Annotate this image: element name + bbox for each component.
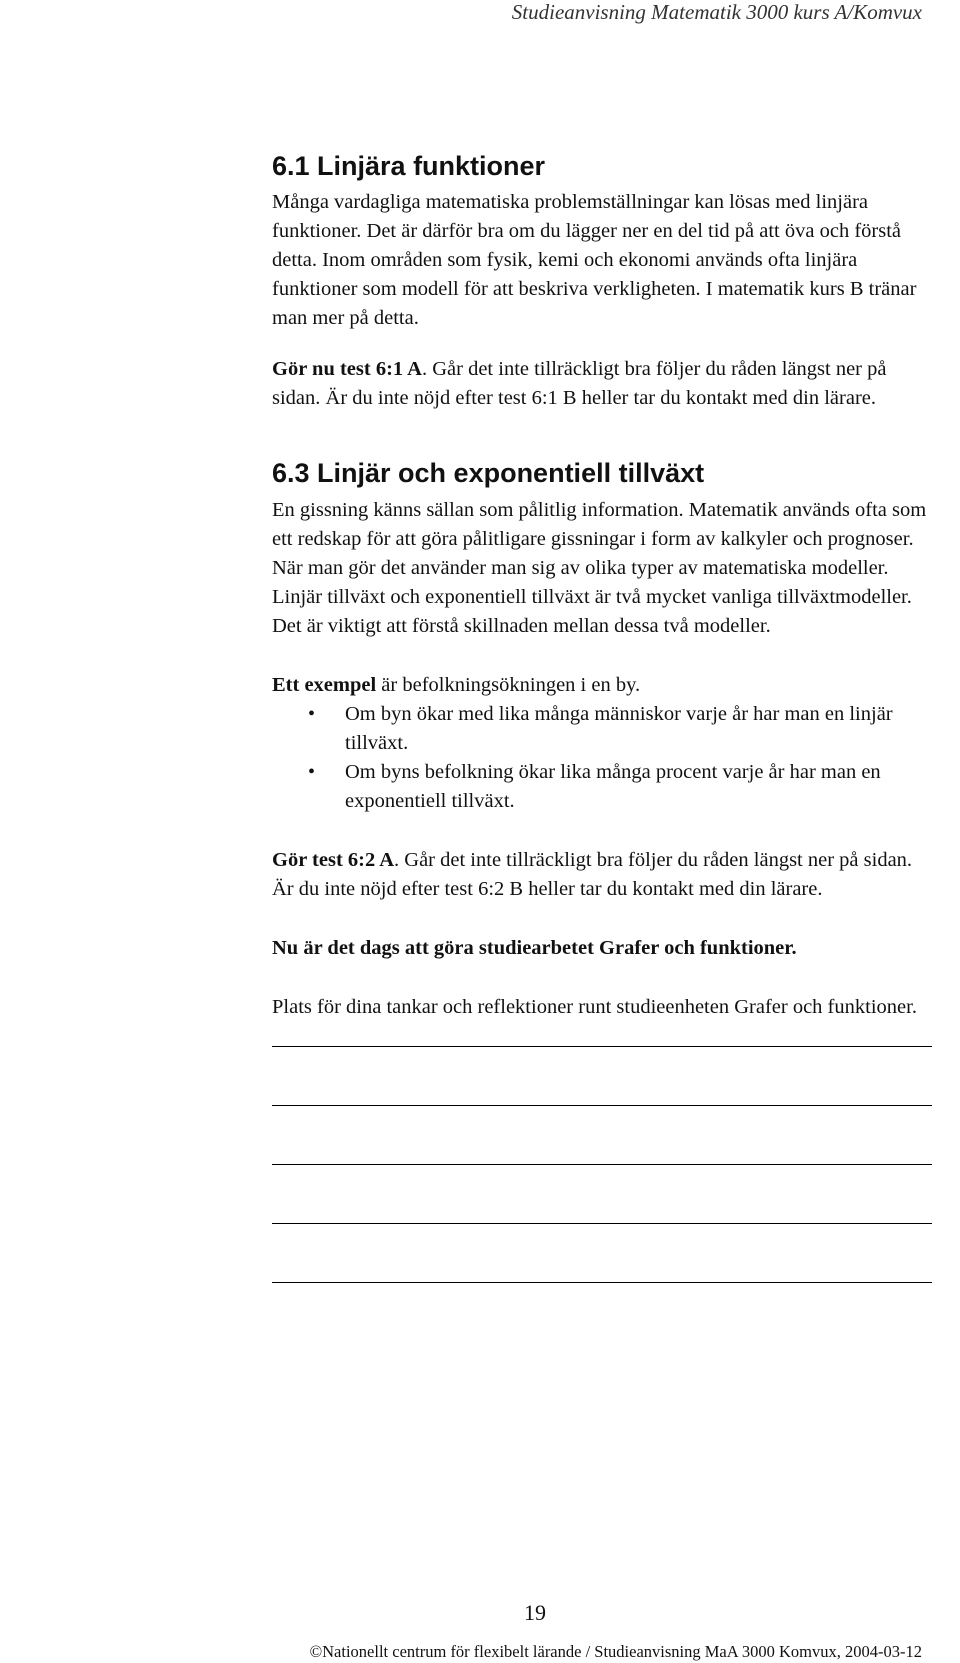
section-heading-6-3: 6.3 Linjär och exponentiell tillväxt <box>272 458 705 489</box>
example-intro <box>272 671 932 700</box>
running-header: Studieanvisning Matematik 3000 kurs A/Komvux <box>511 0 922 24</box>
reflection-writing-lines <box>272 1046 932 1283</box>
writing-line <box>272 1223 932 1224</box>
test-instruction-6-2 <box>272 846 932 904</box>
bullet-icon: • <box>308 760 316 783</box>
list-item <box>272 700 932 758</box>
page-content <box>272 150 932 1341</box>
writing-line <box>272 1164 932 1165</box>
studiearbete-instruction <box>272 934 932 963</box>
section-heading-6-1: 6.1 Linjära funktioner <box>272 151 546 181</box>
section-intro-6-1: Många vardagliga matematiska problemställningar kan lösas med linjära funktioner. Det är därför bra om du lägger ner en del tid på att öva och förstå detta. Inom områden som fysik, kemi och ekonomi används ofta linjära funktioner som modell för att beskriva verkligheten. I matematik kurs B tränar man mer på detta. <box>272 191 917 330</box>
writing-line <box>272 1046 932 1047</box>
page-number: 19 <box>524 1600 546 1625</box>
test-text-6-2: . Går det inte tillräckligt bra följer du råden längst ner på sidan. Är du inte nöjd efter test 6:2 B heller tar du kontakt med din lärare. <box>272 848 913 900</box>
test-label-6-2: Gör test 6:2 A <box>272 848 395 871</box>
reflection-prompt: Plats för dina tankar och reflektioner runt studieenheten Grafer och funktioner. <box>272 995 917 1018</box>
bullet-icon: • <box>308 702 316 725</box>
list-item <box>272 758 932 816</box>
example-text: är befolkningsökningen i en by. <box>376 673 641 696</box>
test-instruction-6-1 <box>272 355 932 413</box>
section-intro-6-3: En gissning känns sällan som pålitlig information. Matematik används ofta som ett redskap för att göra pålitligare gissningar i form av kalkyler och prognoser. När man gör det använder man sig av olika typer av matematiska modeller. Linjär tillväxt och exponentiell tillväxt är två mycket vanliga tillväxtmodeller. Det är viktigt att förstå skillnaden mellan dessa två modeller. <box>272 498 927 637</box>
list-item-text: Om byns befolkning ökar lika många procent varje år har man en exponentiell tillväxt. <box>345 760 881 812</box>
studiearbete-text: Nu är det dags att göra studiearbetet Grafer och funktioner. <box>272 936 797 959</box>
example-bullet-list <box>272 700 932 816</box>
test-text-6-1: . Går det inte tillräckligt bra följer du råden längst ner på sidan. Är du inte nöjd efter test 6:1 B heller tar du kontakt med din lärare. <box>272 358 887 410</box>
example-label: Ett exempel <box>272 673 377 696</box>
writing-line <box>272 1105 932 1106</box>
list-item-text: Om byn ökar med lika många människor varje år har man en linjär tillväxt. <box>345 702 893 754</box>
writing-line <box>272 1282 932 1283</box>
footer: ©Nationellt centrum för flexibelt lärande / Studieanvisning MaA 3000 Komvux, 2004-03-12 <box>309 1642 922 1661</box>
test-label-6-1: Gör nu test 6:1 A <box>272 358 422 381</box>
